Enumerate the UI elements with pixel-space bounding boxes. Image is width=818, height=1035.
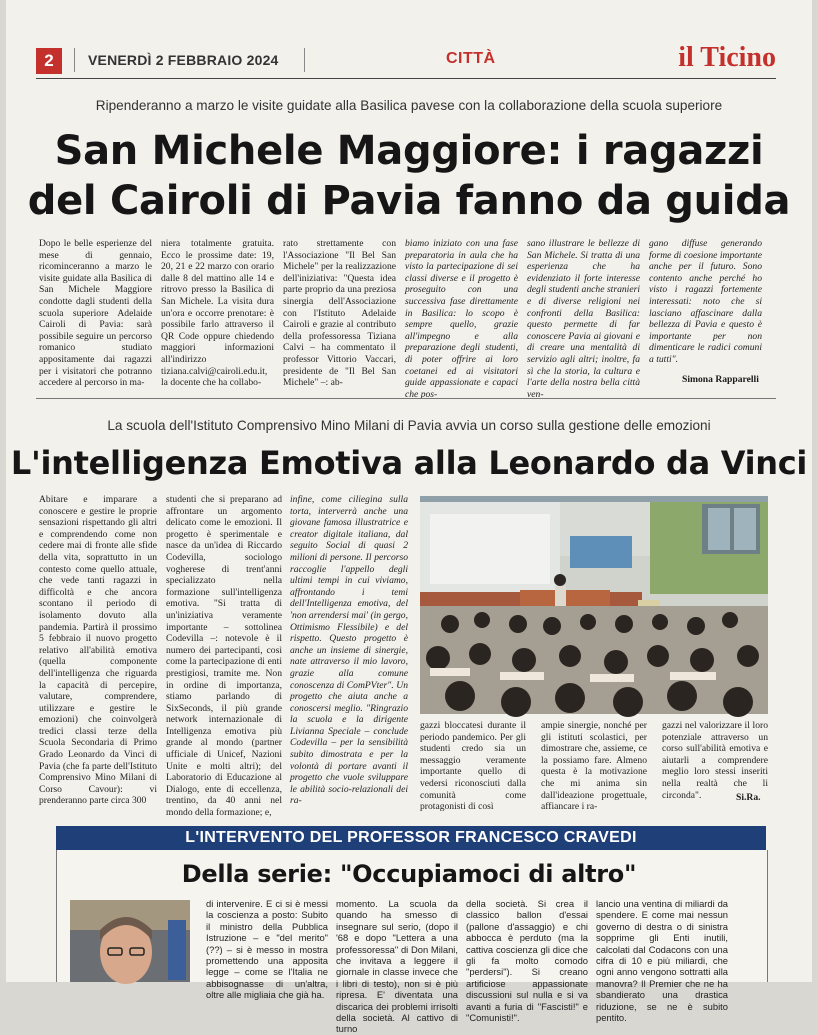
article1-kicker: Ripenderanno a marzo le visite guidate alla Basilica pavese con la collaborazione della scuola superiore bbox=[95, 98, 723, 113]
article1-column-3: rato strettamente con l'Associazione "Il Bel San Michele" per la realizzazione dell'iniziativa: "Questa idea parte proprio da una preziosa sinergia dell'Associazione con l'Istituto Adelaide Cairoli e grazie al contributo della professoressa Tiziana Calvi – ha commentato il professor Vittorio Vaccari, presidente de "Il Bel San Michele" –: ab- bbox=[283, 238, 396, 389]
classroom-photo bbox=[420, 496, 768, 714]
article1-signature: Simona Rapparelli bbox=[682, 374, 759, 385]
article1-title-line2: del Cairoli di Pavia fanno da guida bbox=[27, 178, 791, 224]
portrait-illustration bbox=[70, 900, 190, 982]
newspaper-logo: il Ticino bbox=[678, 42, 776, 73]
author-portrait bbox=[70, 900, 190, 982]
article2-kicker: La scuola dell'Istituto Comprensivo Mino Milani di Pavia avvia un corso sulla gestione delle emozioni bbox=[107, 418, 711, 433]
article1-title-line1: San Michele Maggiore: i ragazzi bbox=[54, 128, 764, 174]
article3-column-1: di intervenire. E ci si è messi la coscienza a posto: Subito il ministro della Pubblica Istruzione – e "del merito" (??) – si è messo in mostra promettendo una apposita legge – come se l'Italia ne abbisognasse di un'altra, oltre alle migliaia che già ha. bbox=[206, 898, 328, 1001]
article2-title: L'intelligenza Emotiva alla Leonardo da Vinci bbox=[10, 444, 808, 482]
article2-column-6: gazzi nel valorizzare il loro potenziale attraverso un corso sull'abilità emotiva e aiutarli a comprendere meglio loro stessi inseriti nella realtà che li circonda". bbox=[662, 720, 768, 801]
classroom-photo-illustration bbox=[420, 496, 768, 714]
article2-column-4: gazzi bloccatesi durante il periodo pandemico. Per gli studenti credo sia un messaggio veramente importante quello di vedersi riconosciuti dalla comunità come protagonisti di così bbox=[420, 720, 526, 813]
article2-column-5: ampie sinergie, nonché per gli istituti scolastici, per dimostrare che, assieme, ce la possiamo fare. Almeno questa è la motivazione che mi anima sin dall'ideazione progettuale, affiancare i ra- bbox=[541, 720, 647, 813]
header-divider bbox=[74, 48, 75, 72]
article1-column-1: Dopo le belle esperienze del mese di gennaio, ricominceranno a marzo le visite guidate alla Basilica di San Michele Maggiore condotte dagli studenti della scuola superiore Adelaide Cairoli di Pavia: sarà possibile seguire un percorso romanico studiato appositamente dai ragazzi per i visitatori che potranno accedere al percorso in ma- bbox=[39, 238, 152, 389]
article3-column-4: lancio una ventina di miliardi da spendere. E come mai nessun governo di destra o di sinistra sopprime gli Enti inutili, calcolati dal Codacons con una cifra di 10 e più miliardi, che ogni anno vengono sottratti alla manovra? Il Premier che ne ha sbandierato una drastica riduzione, se ne è subito pentito. bbox=[596, 898, 728, 1024]
article3-column-2: momento. La scuola da quando ha smesso di insegnare sul serio, (dopo il '68 e dopo "Lettera a una professoressa" di Don Milani, che invitava a leggere il giornale in classe invece che i libri di testo), non si è più ripresa. E' diventata una discarica dei problemi irrisolti della società. Al cattivo di turno bbox=[336, 898, 458, 1035]
section-name: CITTÀ bbox=[446, 50, 496, 67]
article2-column-1: Abitare e imparare a conoscere e gestire le proprie sensazioni rispettando gli altri e comprendendo come non cedere mai di fronte alle sfide della vita, soprattutto in un contesto come quello attuale, che vede tanti ragazzi in difficoltà e che ancora scontano il periodo di isolamento dovuto alla pandemia. Partirà il prossimo 5 febbraio il nuovo progetto relativo all'abilità emotiva (quella componente dell'intelligenza che riguarda la capacità di percepire, valutare, comprendere, utilizzare e gestire le emozioni) che coinvolgerà tredici classi terze della Scuola Secondaria di Primo Grado Leonardo da Vinci di Pavia (che fa parte dell'Istituto Comprensivo Mino Milani di Corso Cavour): vi prenderanno parte circa 300 bbox=[39, 494, 157, 807]
page-number: 2 bbox=[36, 48, 62, 74]
article1-column-5: sano illustrare le bellezze di San Michele. Si tratta di una esperienza che ha evidenziato il forte interesse degli studenti anche stranieri e di diverse religioni nei confronti della Basilica: questo permette di far conoscere Pavia ai giovani e di creare una mentalità di servizio agli altri; inoltre, fa sì che la storia, la cultura e l'arte della nostra bella città ven- bbox=[527, 238, 640, 400]
header-divider bbox=[304, 48, 305, 72]
article1-column-4: biamo iniziato con una fase preparatoria in aula che ha visto la partecipazione di sei classi diverse e il progetto è proseguito con una successiva fase direttamente in Basilica: lo scopo è sempre quello, grazie all'impegno e alla preparazione degli studenti, di poter offrire ai loro coetanei ed ai visitatori guide appassionate e capaci che pos- bbox=[405, 238, 518, 400]
issue-date: VENERDÌ 2 FEBBRAIO 2024 bbox=[88, 52, 279, 68]
article3-column-3: della società. Si crea il classico ballon d'essai (pallone d'assaggio) e chi abbocca è perduto (ma la cattiva coscienza gli dice che gli fa molto comodo "perdersi"). Si creano artificiose appassionate discussioni sul nulla e si va avanti a furia di "Fascisti!" e "Comunisti!". bbox=[466, 898, 588, 1024]
article-divider bbox=[36, 398, 776, 399]
page-header bbox=[36, 44, 776, 79]
article3-title: Della serie: "Occupiamoci di altro" bbox=[181, 860, 637, 888]
newspaper-page bbox=[6, 0, 812, 1035]
article2-column-3: infine, come ciliegina sulla torta, interverrà anche una giovane famosa illustratrice e creator digitale italiana, dal seguito Social di quasi 2 milioni di persone. Il percorso raccoglie l'appello degli ultimi tempi in cui viviamo, affrontando i temi dell'Intelligenza emotiva, del 'non arrendersi mai' (in gergo, Ottimismo Flessibile) e del rispetto. Questo progetto è anche un insieme di sinergie, nate attraverso il mio lavoro, grazie alla comune conoscenza di ComPVter". Un progetto che aiuta anche a conoscersi meglio. "Ringrazio la scuola e la dirigente Livianna Speciale – conclude Codevilla – per la sensibilità subito dimostrata e per la volontà di portare avanti il progetto che vuole sviluppare le abilità socio-relazionali dei ra- bbox=[290, 494, 408, 807]
article1-column-2: niera totalmente gratuita. Ecco le prossime date: 19, 20, 21 e 22 marzo con orario dalle 8 del mattino alle 14 e ritrovo presso la Basilica di San Michele. La visita dura un'ora e occorre prenotare: è possibile farlo attraverso il QR Code oppure chiedendo maggiori informazioni all'indirizzo tiziana.calvi@cairoli.edu.it, la docente che ha collabo- bbox=[161, 238, 274, 389]
opinion-band: L'INTERVENTO DEL PROFESSOR FRANCESCO CRAVEDI bbox=[56, 826, 766, 850]
article1-column-6: gano diffuse generando forme di coesione importante anche per il futuro. Sono contento anche perché ho visto i ragazzi fortemente interessati: noto che si lasciano affascinare dalla bellezza di Pavia e questo è importante per non dimenticare le radici comuni a tutti". bbox=[649, 238, 762, 365]
article2-column-2: studenti che si preparano ad affrontare un argomento delicato come le emozioni. Il progetto è sperimentale e nasce da un'idea di Riccardo Codevilla, sociologo vogherese di trent'anni specializzato nella formazione sull'intelligenza emotiva. "Si tratta di un'iniziativa veramente importante – sottolinea Codevilla –: notevole è il numero dei partecipanti, così come la partecipazione di enti prestigiosi, tramite me. Non in ordine di importanza, stiamo parlando di SixSeconds, il più grande network internazionale di Intelligenza emotiva più grande al mondo (partner ufficiale di Unicef, Nazioni Unite e molti altri); del Laboratorio di Educazione al Dialogo, ente di eccellenza, trentino, da 40 anni nel mondo della formazione; e, bbox=[166, 494, 282, 819]
article2-signature: Si.Ra. bbox=[736, 792, 761, 803]
